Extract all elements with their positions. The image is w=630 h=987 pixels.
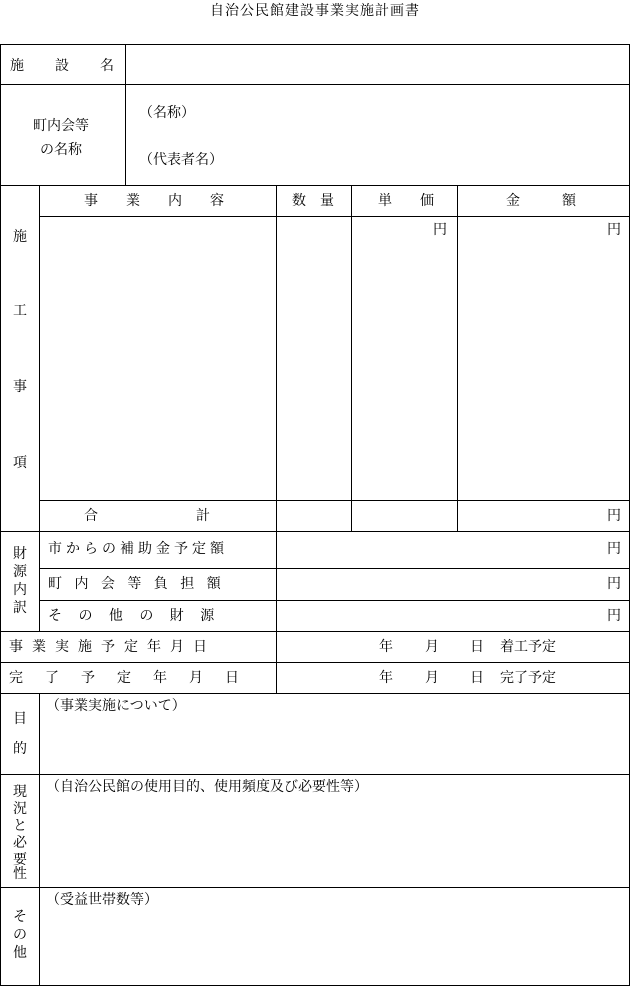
construction-side-label-2: 工 [13,303,27,319]
status-side-label-2: 況 [13,801,27,817]
funding-other-yen: 円 [607,608,621,624]
other-side-label-1: そ [13,909,27,925]
status-side-label-4: 必 [13,835,27,851]
start-day-label: 日 [470,639,484,655]
association-name-field[interactable] [230,96,625,126]
funding-other-field[interactable] [278,602,628,630]
funding-subsidy-field[interactable] [278,533,628,567]
start-year-label: 年 [379,639,393,655]
header-amount: 金 額 [506,193,576,209]
unit-price-field[interactable] [353,218,456,499]
start-date-label: 事業実施予定年月日 [9,639,216,655]
purpose-side-label-2: 的 [13,741,27,757]
purpose-hint: （事業実施について） [46,698,186,714]
facility-name-field[interactable] [127,45,628,84]
funding-side-label-3: 内 [13,582,27,598]
end-day-label: 日 [470,670,484,686]
total-yen: 円 [607,508,621,524]
facility-name-label: 施 設 名 [10,58,115,74]
status-side-label-6: 性 [13,866,27,882]
end-month-label: 月 [425,670,439,686]
status-side-label-3: と [13,818,27,834]
content-field[interactable] [41,218,275,499]
other-side-label-2: の [13,927,27,943]
association-representative-field[interactable] [230,143,625,173]
header-content: 事 業 内 容 [84,193,224,209]
funding-association-field[interactable] [278,570,628,599]
funding-side-label-1: 財 [13,546,27,562]
header-quantity: 数 量 [292,193,334,209]
funding-side-label-4: 訳 [13,600,27,616]
association-label-line1: 町内会等 [33,118,89,134]
construction-side-label-3: 事 [13,379,27,395]
total-amount-field[interactable] [459,502,628,530]
unit-price-yen: 円 [433,222,447,238]
funding-side-label-2: 源 [13,564,27,580]
construction-side-label-4: 項 [13,455,27,471]
association-name-label: （名称） [139,105,195,121]
end-date-field[interactable] [278,664,628,692]
end-year-label: 年 [379,670,393,686]
purpose-field[interactable] [41,718,628,773]
construction-side-label-1: 施 [13,229,27,245]
total-label: 合 計 [84,508,210,524]
document-title: 自治公民館建設事業実施計画書 [210,3,420,19]
end-date-label: 完了予定年月日 [9,670,261,686]
funding-label-subsidy: 市からの補助金予定額 [48,541,228,557]
other-hint: （受益世帯数等） [46,892,158,908]
start-date-field[interactable] [278,633,628,661]
quantity-field[interactable] [278,218,350,499]
funding-label-other: そ の 他 の 財 源 [48,608,221,624]
status-hint: （自治公民館の使用目的、使用頻度及び必要性等） [46,779,368,795]
status-side-label-5: 要 [13,852,27,868]
amount-field[interactable] [459,218,628,499]
header-unit-price: 単 価 [378,193,434,209]
end-suffix: 完了予定 [500,670,556,686]
funding-association-yen: 円 [607,576,621,592]
association-label-line2: の名称 [40,142,82,158]
funding-label-association: 町 内 会 等 負 担 額 [48,576,225,592]
amount-yen: 円 [607,222,621,238]
start-suffix: 着工予定 [500,639,556,655]
status-field[interactable] [41,800,628,886]
funding-subsidy-yen: 円 [607,541,621,557]
start-month-label: 月 [425,639,439,655]
status-side-label-1: 現 [13,784,27,800]
other-field[interactable] [41,912,628,984]
other-side-label-3: 他 [13,945,27,961]
purpose-side-label-1: 目 [13,711,27,727]
association-representative-label: （代表者名） [139,152,223,168]
